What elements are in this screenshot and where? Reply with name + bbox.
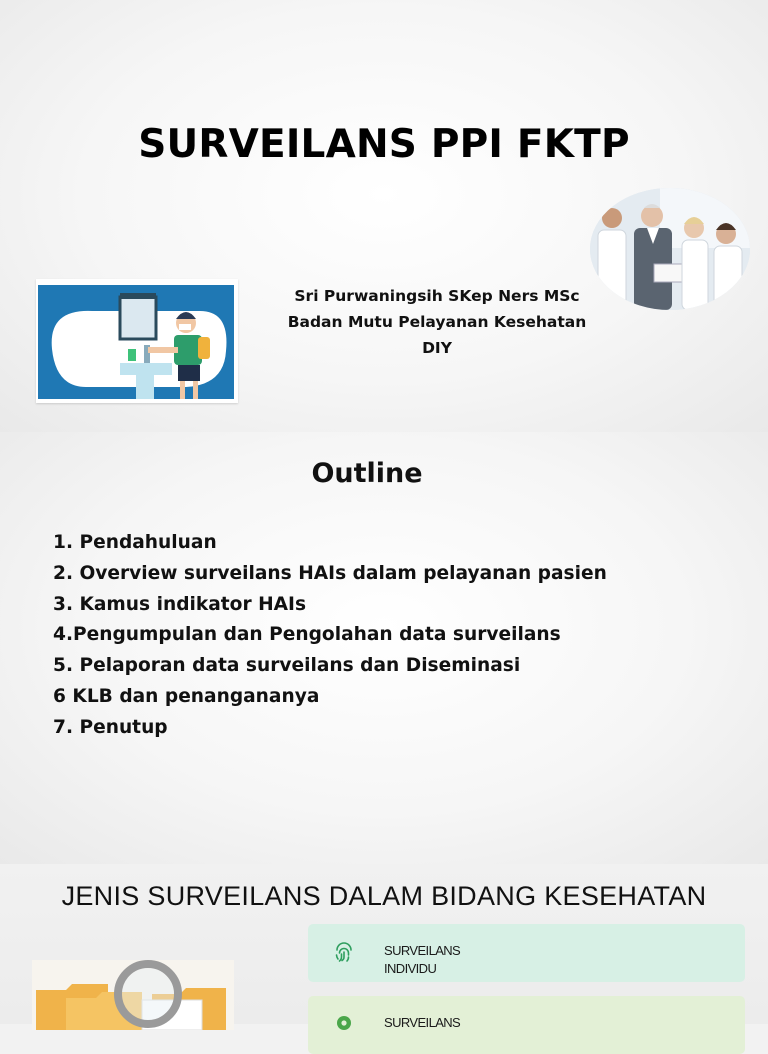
author-name: Sri Purwaningsih SKep Ners MSc	[294, 287, 580, 305]
outline-item: 6 KLB dan penangananya	[53, 685, 320, 707]
presentation-title: SURVEILANS PPI FKTP	[138, 122, 630, 167]
card-surveilans-2	[308, 996, 745, 1054]
outline-item: 5. Pelaporan data surveilans dan Diseminasi	[53, 655, 521, 677]
map-pin-icon	[332, 1013, 356, 1037]
card-label-line2: INDIVIDU	[384, 961, 437, 976]
outline-item: 7. Penutup	[53, 716, 168, 738]
slide-title	[0, 0, 768, 432]
outline-list	[53, 528, 733, 744]
slide-outline	[0, 432, 768, 864]
author-region: DIY	[422, 339, 452, 357]
outline-title: Outline	[311, 458, 423, 489]
outline-item: 3. Kamus indikator HAIs	[53, 593, 307, 615]
card-surveilans-individu	[308, 924, 745, 982]
slide-jenis-surveilans	[0, 864, 768, 1030]
author-block	[252, 283, 622, 361]
card-label	[384, 1014, 584, 1032]
card-label-line1: SURVEILANS	[384, 943, 461, 958]
outline-item: 1. Pendahuluan	[53, 532, 217, 553]
jenis-surveilans-title: JENIS SURVEILANS DALAM BIDANG KESEHATAN	[61, 881, 707, 911]
folder-magnifier-illustration	[32, 960, 234, 1030]
outline-item: 2. Overview surveilans HAIs dalam pelayanan pasien	[53, 562, 607, 584]
author-organization: Badan Mutu Pelayanan Kesehatan	[287, 313, 587, 331]
handwash-image	[36, 279, 238, 403]
fingerprint-icon	[332, 941, 356, 965]
folder-magnifier-image	[32, 960, 234, 1030]
handwash-illustration	[36, 279, 238, 403]
card-label-line1: SURVEILANS	[384, 1015, 461, 1030]
outline-item: 4.Pengumpulan dan Pengolahan data surveilans	[53, 624, 561, 646]
card-label	[384, 942, 584, 978]
